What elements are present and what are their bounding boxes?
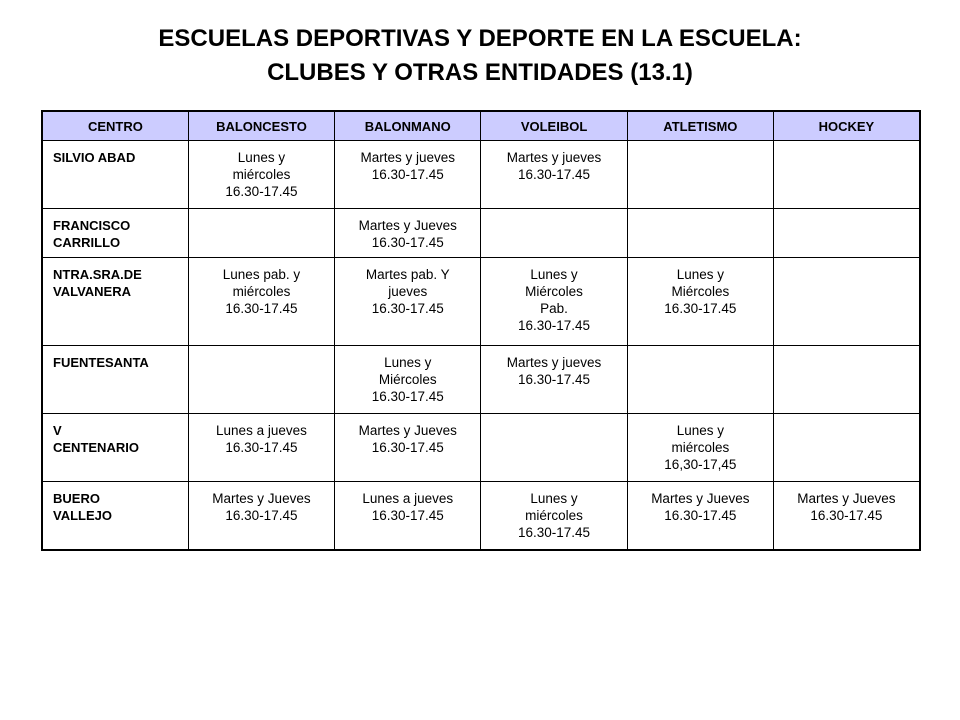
cell-baloncesto: Martes y Jueves 16.30-17.45 bbox=[188, 482, 334, 551]
table-row bbox=[42, 141, 920, 209]
cell-atletismo: Lunes y miércoles 16,30-17,45 bbox=[627, 414, 773, 482]
cell-hockey bbox=[773, 414, 919, 482]
cell-voleibol: Lunes y miércoles 16.30-17.45 bbox=[481, 482, 627, 551]
cell-centro: NTRA.SRA.DE VALVANERA bbox=[42, 258, 188, 346]
page-title bbox=[0, 22, 960, 90]
cell-voleibol bbox=[481, 209, 627, 258]
cell-centro: FRANCISCO CARRILLO bbox=[42, 209, 188, 258]
header-centro: CENTRO bbox=[42, 111, 188, 141]
header-atletismo: ATLETISMO bbox=[627, 111, 773, 141]
header-baloncesto: BALONCESTO bbox=[188, 111, 334, 141]
title-line-1: ESCUELAS DEPORTIVAS Y DEPORTE EN LA ESCUELA: bbox=[158, 25, 802, 52]
cell-atletismo bbox=[627, 209, 773, 258]
cell-baloncesto: Lunes y miércoles 16.30-17.45 bbox=[188, 141, 334, 209]
cell-centro: SILVIO ABAD bbox=[42, 141, 188, 209]
cell-atletismo: Martes y Jueves 16.30-17.45 bbox=[627, 482, 773, 551]
cell-centro: BUERO VALLEJO bbox=[42, 482, 188, 551]
cell-balonmano: Lunes y Miércoles 16.30-17.45 bbox=[335, 346, 481, 414]
cell-atletismo bbox=[627, 141, 773, 209]
table-row bbox=[42, 346, 920, 414]
header-hockey: HOCKEY bbox=[773, 111, 919, 141]
cell-atletismo bbox=[627, 346, 773, 414]
title-line-2: CLUBES Y OTRAS ENTIDADES (13.1) bbox=[267, 59, 693, 86]
cell-centro: V CENTENARIO bbox=[42, 414, 188, 482]
cell-hockey bbox=[773, 209, 919, 258]
schedule-table bbox=[41, 110, 921, 551]
table-header-row bbox=[42, 111, 920, 141]
table-row bbox=[42, 209, 920, 258]
table-row bbox=[42, 482, 920, 551]
cell-hockey bbox=[773, 141, 919, 209]
cell-balonmano: Martes pab. Y jueves 16.30-17.45 bbox=[335, 258, 481, 346]
cell-centro: FUENTESANTA bbox=[42, 346, 188, 414]
cell-balonmano: Martes y jueves 16.30-17.45 bbox=[335, 141, 481, 209]
cell-balonmano: Martes y Jueves 16.30-17.45 bbox=[335, 209, 481, 258]
header-voleibol: VOLEIBOL bbox=[481, 111, 627, 141]
cell-balonmano: Lunes a jueves 16.30-17.45 bbox=[335, 482, 481, 551]
cell-voleibol bbox=[481, 414, 627, 482]
header-balonmano: BALONMANO bbox=[335, 111, 481, 141]
cell-hockey bbox=[773, 258, 919, 346]
cell-baloncesto bbox=[188, 346, 334, 414]
cell-baloncesto bbox=[188, 209, 334, 258]
cell-baloncesto: Lunes pab. y miércoles 16.30-17.45 bbox=[188, 258, 334, 346]
table-row bbox=[42, 258, 920, 346]
cell-voleibol: Martes y jueves 16.30-17.45 bbox=[481, 141, 627, 209]
cell-voleibol: Lunes y Miércoles Pab. 16.30-17.45 bbox=[481, 258, 627, 346]
cell-voleibol: Martes y jueves 16.30-17.45 bbox=[481, 346, 627, 414]
table-row bbox=[42, 414, 920, 482]
cell-hockey: Martes y Jueves 16.30-17.45 bbox=[773, 482, 919, 551]
cell-hockey bbox=[773, 346, 919, 414]
cell-baloncesto: Lunes a jueves 16.30-17.45 bbox=[188, 414, 334, 482]
cell-balonmano: Martes y Jueves 16.30-17.45 bbox=[335, 414, 481, 482]
cell-atletismo: Lunes y Miércoles 16.30-17.45 bbox=[627, 258, 773, 346]
